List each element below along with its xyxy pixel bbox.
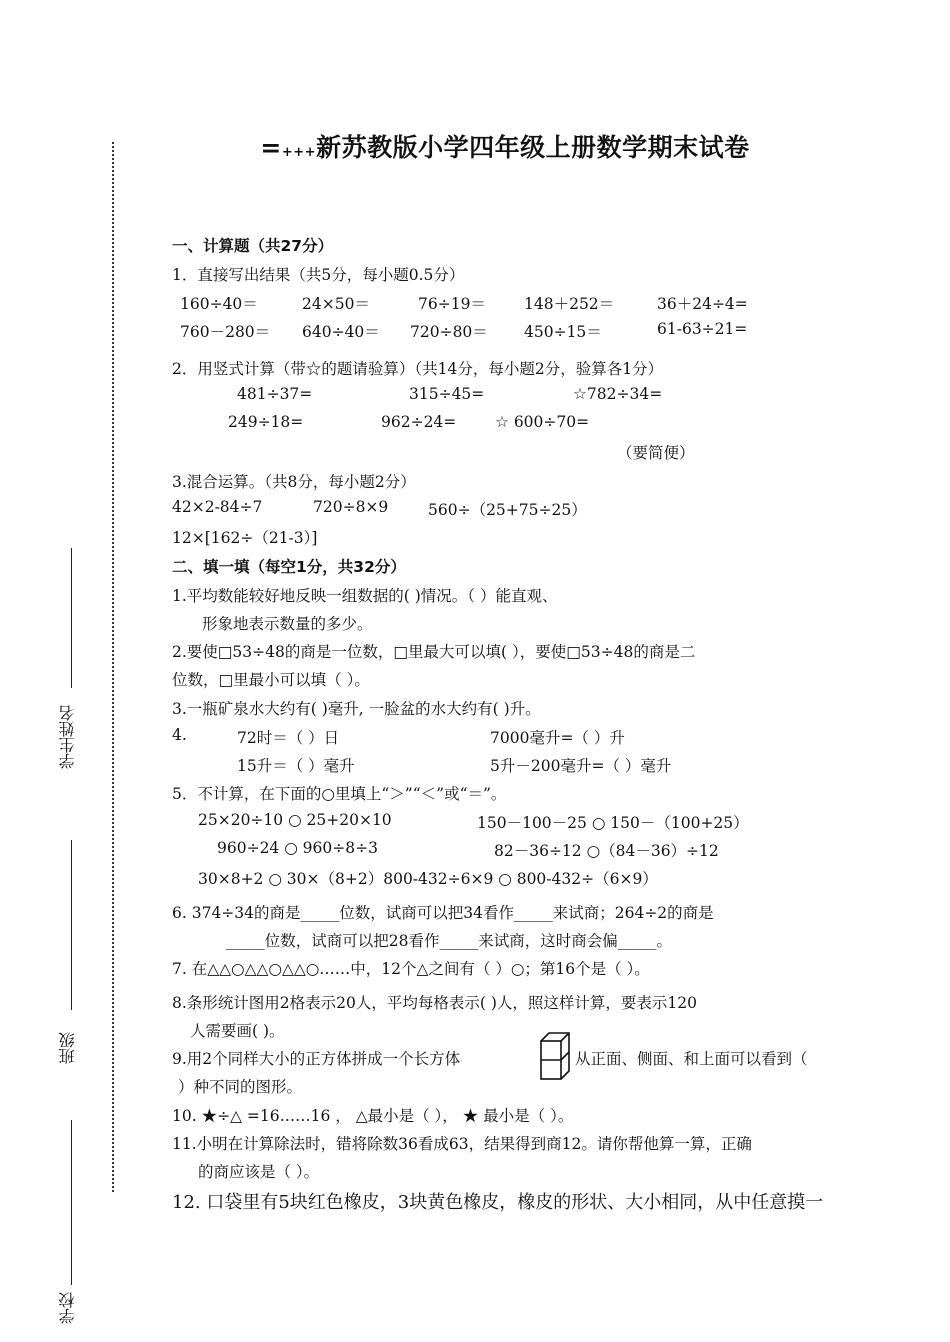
s2-q10: 10. ★÷△ =16……16 ， △最小是（ ）， ★ 最小是（ ）。 [172,1107,574,1125]
q3-intro: 3.混合运算。（共8分，每小题2分） [172,473,416,491]
q1-item: 760－280＝ [180,323,271,341]
name-underline [71,548,72,688]
s2-q9-line1-left: 9.用2个同样大小的正方体拼成一个长方体 [172,1050,461,1068]
s2-q1-line2: 形象地表示数量的多少。 [202,615,373,633]
q1-item: 450÷15＝ [524,323,602,341]
page-title [0,128,950,164]
s2-q2-line1: 2.要使□53÷48的商是一位数，□里最大可以填( ），要使□53÷48的商是二 [172,643,696,661]
school-label: 学校 [58,1292,77,1324]
title-tiny-mark: +++ [281,145,317,160]
q1-item: 640÷40＝ [302,323,380,341]
q2-item: ☆782÷34= [573,385,663,403]
q2-item: 962÷24= [381,413,457,431]
s2-q1-line1: 1.平均数能较好地反映一组数据的( )情况。（ ）能直观、 [172,587,558,605]
s2-q5-item: 960÷24 ○ 960÷8÷3 [217,839,378,857]
school-underline [71,1120,72,1285]
s2-q5-item: 82－36÷12 ○（84－36）÷12 [494,842,719,860]
q2-note: （要简便） [617,444,695,462]
q2-item: 249÷18= [228,413,304,431]
s2-q8-line2: 人需要画( )。 [190,1022,285,1040]
s2-q5-item: 150－100－25 ○ 150－（100+25） [477,814,749,832]
binding-dotted-line [112,142,114,1192]
q1-item: 148＋252＝ [524,295,615,313]
q1-item: 36＋24÷4= [657,295,748,313]
s2-q6-line2: _____位数，试商可以把28看作_____来试商，这时商会偏_____。 [226,932,672,950]
s2-q12: 12. 口袋里有5块红色橡皮，3块黄色橡皮，橡皮的形状、大小相同，从中任意摸一 [172,1192,824,1213]
s2-q5-item: 30×8+2 ○ 30×（8+2）800-432÷6×9 ○ 800-432÷（6×9） [198,870,658,888]
class-underline [71,840,72,1010]
s2-q3: 3.一瓶矿泉水大约有( )毫升, 一脸盆的水大约有( )升。 [172,700,541,718]
s2-q4-num: 4. [172,726,187,744]
s2-q9-line2: ）种不同的图形。 [178,1078,303,1096]
s2-q11-line2: 的商应该是（ ）。 [198,1163,320,1181]
s2-q8-line1: 8.条形统计图用2格表示20人，平均每格表示( )人，照这样计算，要表示120 [172,994,697,1012]
q1-item: 61-63÷21= [657,320,748,338]
q3-item: 560÷（25+75÷25） [428,501,587,519]
q1-item: 720÷80＝ [410,323,488,341]
s2-q4-item: 5升－200毫升=（ ）毫升 [490,757,672,775]
s2-q7: 7. 在△△○△△○△△○……中，12个△之间有（ ）○；第16个是（ ）。 [172,960,650,978]
s2-q4-item: 72时＝（ ）日 [237,729,340,747]
class-label: 班级 [58,1032,77,1064]
cuboid-figure [540,1032,570,1080]
q1-item: 160÷40＝ [180,295,258,313]
section2-heading: 二、填一填（每空1分，共32分） [172,558,406,576]
s2-q5-intro: 5．不计算，在下面的○里填上“＞”“＜”或“＝”。 [172,785,507,803]
q1-item: 76÷19＝ [418,295,486,313]
student-name-label: 学生姓名 [58,705,77,769]
q2-item: 315÷45= [409,385,485,403]
q2-item: 481÷37= [237,385,313,403]
q1-intro: 1．直接写出结果（共5分，每小题0.5分） [172,266,465,284]
title-prefix: = [260,133,282,162]
q3-item: 42×2-84÷7 [172,498,263,516]
q3-item: 720÷8×9 [313,498,389,516]
s2-q4-item: 15升＝（ ）毫升 [237,757,355,775]
section1-heading: 一、计算题（共27分） [172,237,334,255]
q3-item: 12×[162÷（21-3）] [172,529,318,547]
s2-q4-item: 7000毫升=（ ）升 [490,729,625,747]
s2-q2-line2: 位数，□里最小可以填（ ）。 [172,671,370,689]
s2-q11-line1: 11.小明在计算除法时，错将除数36看成63，结果得到商12。请你帮他算一算，正确 [172,1135,752,1153]
q2-item: ☆ 600÷70= [495,413,590,431]
s2-q9-line1-right: 从正面、侧面、和上面可以看到（ [575,1050,808,1068]
s2-q6-line1: 6. 374÷34的商是_____位数，试商可以把34看作_____来试商；264÷2的商是 [172,904,714,922]
title-main: 新苏教版小学四年级上册数学期末试卷 [316,133,750,162]
q1-item: 24×50＝ [302,295,370,313]
s2-q5-item: 25×20÷10 ○ 25+20×10 [198,811,392,829]
q2-intro: 2．用竖式计算（带☆的题请验算）（共14分，每小题2分，验算各1分） [172,360,664,378]
